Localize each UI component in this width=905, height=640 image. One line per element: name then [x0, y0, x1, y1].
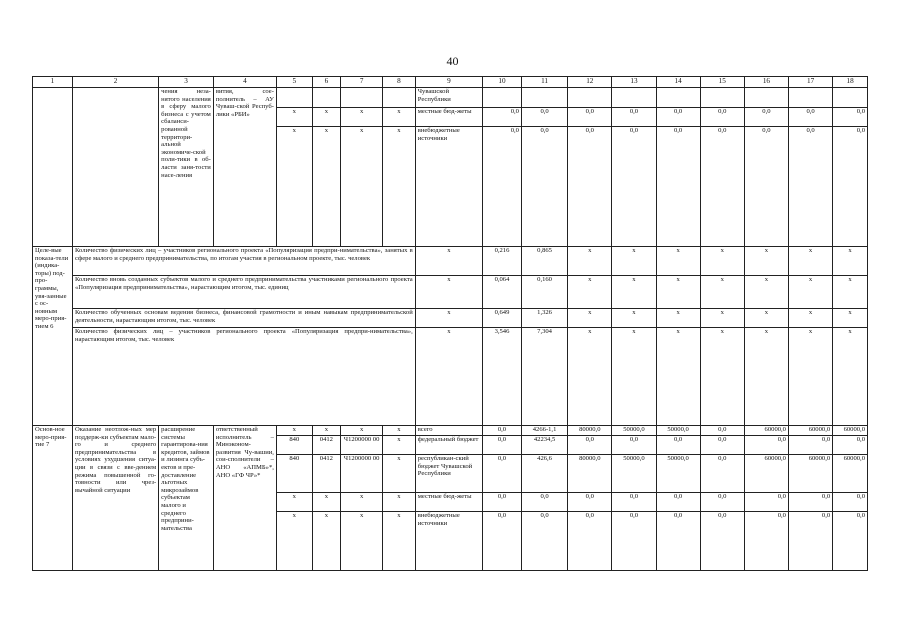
table-cell: x — [612, 328, 656, 426]
value-cell: 0,0 — [744, 436, 788, 455]
value-cell: 0,0 — [788, 436, 832, 455]
table-cell: x — [788, 276, 832, 309]
value-cell: 0,0 — [656, 108, 700, 127]
funding-source-cell: Чувашской Республики — [415, 88, 482, 108]
table-row — [33, 247, 868, 276]
table-cell: 0412 — [312, 455, 340, 493]
indicator-text: Количество вновь созданных субъектов малого и среднего предпринимательства участниками регионального проекта «Популяризация предпринимательства», нарастающим итогом, тыс. единиц — [72, 276, 415, 309]
table-cell: x — [568, 247, 612, 276]
column-number-header: 8 — [383, 77, 416, 88]
table-cell: x — [612, 309, 656, 328]
funding-source-cell: местные бюд-жеты — [415, 493, 482, 512]
value-cell: 7,304 — [521, 328, 567, 426]
table-cell: x — [744, 247, 788, 276]
value-cell: 0,0 — [656, 493, 700, 512]
table-cell: x — [312, 493, 340, 512]
table-cell: x — [341, 426, 383, 436]
table-cell: 0412 — [312, 436, 340, 455]
value-cell — [700, 88, 744, 108]
value-cell: 426,6 — [521, 455, 567, 493]
page-number: 40 — [446, 54, 459, 68]
table-cell: x — [341, 127, 383, 247]
value-cell: 0,0 — [483, 426, 522, 436]
column-number-header: 15 — [700, 77, 744, 88]
funding-source-cell: республикан-ский бюджет Чувашской Республики — [415, 455, 482, 493]
table-cell: x — [383, 108, 416, 127]
value-cell: 60000,0 — [788, 455, 832, 493]
value-cell: 60000,0 — [744, 455, 788, 493]
funding-source-cell: местные бюд-жеты — [415, 108, 482, 127]
column-number-header: 5 — [276, 77, 312, 88]
value-cell: 0,0 — [833, 436, 868, 455]
value-cell: 0,0 — [612, 493, 656, 512]
goal-cell: чения неза-нятого населения в сферу малого бизнеса с учетом сбаланси-рованной территори-альной экономиче-ской поли-тики в об-ласти заня-тости насе-ления — [159, 88, 214, 247]
value-cell: 0,0 — [700, 436, 744, 455]
column-number-header: 2 — [72, 77, 158, 88]
table-cell: x — [833, 276, 868, 309]
value-cell: 0,0 — [700, 512, 744, 571]
value-cell — [788, 88, 832, 108]
value-cell: 0,0 — [656, 127, 700, 247]
table-cell: x — [341, 512, 383, 571]
indicator-text: Количество обученных основам ведения бизнеса, финансовой грамотности и иным навыкам предпринимательской деятельности, нарастающим итогом, тыс. человек — [72, 309, 415, 328]
column-number-header: 6 — [312, 77, 340, 88]
value-cell: 3,546 — [483, 328, 522, 426]
table-cell: x — [415, 309, 482, 328]
funding-source-cell: внебюджетные источники — [415, 127, 482, 247]
value-cell: 0,649 — [483, 309, 522, 328]
indicators-label: Целе-вые показа-тели (индика-торы) под-про-граммы, увя-занные с ос-новным меро-прия-тием 6 — [33, 247, 73, 426]
value-cell: 0,0 — [612, 512, 656, 571]
value-cell: 0,0 — [521, 512, 567, 571]
table-cell: x — [656, 247, 700, 276]
value-cell: 80000,0 — [568, 455, 612, 493]
table-cell: x — [833, 328, 868, 426]
table-cell: x — [744, 328, 788, 426]
table-cell: x — [312, 512, 340, 571]
value-cell: 80000,0 — [568, 426, 612, 436]
column-number-header: 7 — [341, 77, 383, 88]
funding-source-cell: всего — [415, 426, 482, 436]
column-number-header: 4 — [213, 77, 276, 88]
event-executor: ответственный исполнитель – Минэконом-развития Чу-вашии, сои-сполнители – АНО «АПМБ»*, АНО «ГФ ЧР»* — [213, 426, 276, 571]
table-cell: x — [276, 493, 312, 512]
value-cell: 0,0 — [656, 512, 700, 571]
table-cell: x — [700, 328, 744, 426]
value-cell: 0,0 — [568, 108, 612, 127]
value-cell: 0,0 — [700, 426, 744, 436]
value-cell: 0,0 — [656, 436, 700, 455]
value-cell: 0,0 — [788, 493, 832, 512]
funding-source-cell: федеральный бюджет — [415, 436, 482, 455]
value-cell: 50000,0 — [656, 455, 700, 493]
table-cell: x — [788, 328, 832, 426]
table-cell: x — [341, 493, 383, 512]
table-cell: x — [383, 426, 416, 436]
value-cell: 0,0 — [568, 512, 612, 571]
table-cell: x — [415, 247, 482, 276]
table-cell: Ч1200000 00 — [341, 436, 383, 455]
table-cell — [341, 88, 383, 108]
table-cell: x — [656, 309, 700, 328]
table-cell: x — [744, 276, 788, 309]
column-number-header: 16 — [744, 77, 788, 88]
value-cell — [656, 88, 700, 108]
value-cell — [833, 88, 868, 108]
value-cell: 60000,0 — [744, 426, 788, 436]
value-cell — [568, 88, 612, 108]
value-cell: 0,0 — [700, 108, 744, 127]
value-cell: 0,0 — [483, 108, 522, 127]
table-cell: x — [656, 328, 700, 426]
value-cell: 50000,0 — [612, 426, 656, 436]
table-cell: 840 — [276, 436, 312, 455]
table-cell: x — [383, 127, 416, 247]
program-table — [32, 76, 868, 571]
funding-source-cell: внебюджетные источники — [415, 512, 482, 571]
value-cell: 0,0 — [483, 512, 522, 571]
event-goal: расширение системы гарантирова-ния кредитов, займов и лизинга субъ-ектов и пре-доставление льготных микрозаймов субъектам малого и среднего предприни-мательства — [159, 426, 214, 571]
event-label: Основ-ное меро-прия-тие 7 — [33, 426, 73, 571]
table-cell: x — [700, 276, 744, 309]
table-cell: x — [312, 426, 340, 436]
column-number-header: 14 — [656, 77, 700, 88]
table-cell: x — [568, 276, 612, 309]
value-cell: 0,064 — [483, 276, 522, 309]
column-number-header: 1 — [33, 77, 73, 88]
table-cell: x — [568, 309, 612, 328]
value-cell: 60000,0 — [833, 426, 868, 436]
table-cell: x — [568, 328, 612, 426]
value-cell: 0,0 — [568, 127, 612, 247]
column-number-header: 17 — [788, 77, 832, 88]
value-cell: 0,0 — [483, 455, 522, 493]
table-cell: x — [383, 493, 416, 512]
value-cell: 42234,5 — [521, 436, 567, 455]
indicator-text: Количество физических лиц – участников регионального проекта «Популяризация предпри-нимательства», занятых в сфере малого и среднего предпринимательства, по итогам участия в региональном проекте, тыс. человек — [72, 247, 415, 276]
value-cell: 0,0 — [700, 455, 744, 493]
table-row — [33, 88, 868, 108]
value-cell: 50000,0 — [656, 426, 700, 436]
table-cell: Ч1200000 00 — [341, 455, 383, 493]
table-cell: x — [612, 276, 656, 309]
col1-cell — [33, 88, 73, 247]
table-cell: x — [383, 455, 416, 493]
value-cell: 0,0 — [788, 127, 832, 247]
value-cell — [483, 88, 522, 108]
column-number-header: 3 — [159, 77, 214, 88]
table-row — [33, 276, 868, 309]
table-cell: 840 — [276, 455, 312, 493]
value-cell: 0,0 — [744, 512, 788, 571]
table-cell: x — [341, 108, 383, 127]
value-cell: 0,0 — [612, 108, 656, 127]
value-cell: 0,0 — [483, 436, 522, 455]
table-cell: x — [788, 309, 832, 328]
table-cell: x — [788, 247, 832, 276]
value-cell: 0,0 — [744, 108, 788, 127]
column-number-header: 9 — [415, 77, 482, 88]
value-cell: 0,0 — [700, 493, 744, 512]
table-cell: x — [312, 108, 340, 127]
table-cell: x — [833, 309, 868, 328]
value-cell — [744, 88, 788, 108]
column-number-header: 11 — [521, 77, 567, 88]
value-cell: 60000,0 — [833, 455, 868, 493]
value-cell: 0,0 — [744, 493, 788, 512]
value-cell: 0,865 — [521, 247, 567, 276]
value-cell: 0,0 — [833, 493, 868, 512]
table-cell: x — [276, 426, 312, 436]
table-row — [33, 309, 868, 328]
table-cell: x — [744, 309, 788, 328]
value-cell: 0,0 — [483, 493, 522, 512]
value-cell: 0,0 — [521, 493, 567, 512]
table-row — [33, 328, 868, 426]
column-number-header: 12 — [568, 77, 612, 88]
value-cell: 0,0 — [568, 436, 612, 455]
table-cell: x — [700, 309, 744, 328]
column-number-header: 10 — [483, 77, 522, 88]
table-cell: x — [276, 127, 312, 247]
value-cell: 0,0 — [521, 127, 567, 247]
col2-cell — [72, 88, 158, 247]
value-cell: 0,160 — [521, 276, 567, 309]
value-cell: 0,0 — [568, 493, 612, 512]
column-number-header: 18 — [833, 77, 868, 88]
value-cell: 0,0 — [788, 512, 832, 571]
table-cell: x — [700, 247, 744, 276]
value-cell: 0,0 — [833, 512, 868, 571]
value-cell: 0,0 — [612, 436, 656, 455]
table-cell — [276, 88, 312, 108]
value-cell: 1,326 — [521, 309, 567, 328]
table-cell: x — [415, 328, 482, 426]
indicator-text: Количество физических лиц – участников регионального проекта «Популяризация предпри-нимательства», нарастающим итогом, тыс. человек — [72, 328, 415, 426]
table-cell: x — [276, 108, 312, 127]
table-cell: x — [833, 247, 868, 276]
table-cell: x — [383, 436, 416, 455]
value-cell: 4266-1,1 — [521, 426, 567, 436]
value-cell: 0,0 — [744, 127, 788, 247]
table-cell: x — [383, 512, 416, 571]
value-cell — [521, 88, 567, 108]
table-cell: x — [415, 276, 482, 309]
table-cell: x — [656, 276, 700, 309]
table-cell: x — [612, 247, 656, 276]
column-number-header: 13 — [612, 77, 656, 88]
value-cell: 0,0 — [788, 108, 832, 127]
event-description: Оказание неотлож-ных мер поддерж-ки субъектам мало-го и среднего предпринимательства в условиях ухудшения ситуа-ции в связи с вве-дением режима повышенной го-товности или чрез-вычайной ситуации — [72, 426, 158, 571]
table-cell: x — [276, 512, 312, 571]
table-cell — [312, 88, 340, 108]
table-cell — [383, 88, 416, 108]
value-cell: 0,0 — [833, 127, 868, 247]
executor-cell: вития, сое-полнитель – АУ Чуваш-ской Респуб-лики «РБИ» — [213, 88, 276, 247]
value-cell: 0,0 — [612, 127, 656, 247]
value-cell: 50000,0 — [612, 455, 656, 493]
table-header-row — [33, 77, 868, 88]
value-cell: 60000,0 — [788, 426, 832, 436]
value-cell: 0,0 — [483, 127, 522, 247]
value-cell: 0,216 — [483, 247, 522, 276]
value-cell: 0,0 — [700, 127, 744, 247]
value-cell: 0,0 — [521, 108, 567, 127]
value-cell: 0,0 — [833, 108, 868, 127]
value-cell — [612, 88, 656, 108]
table-row — [33, 426, 868, 436]
table-cell: x — [312, 127, 340, 247]
